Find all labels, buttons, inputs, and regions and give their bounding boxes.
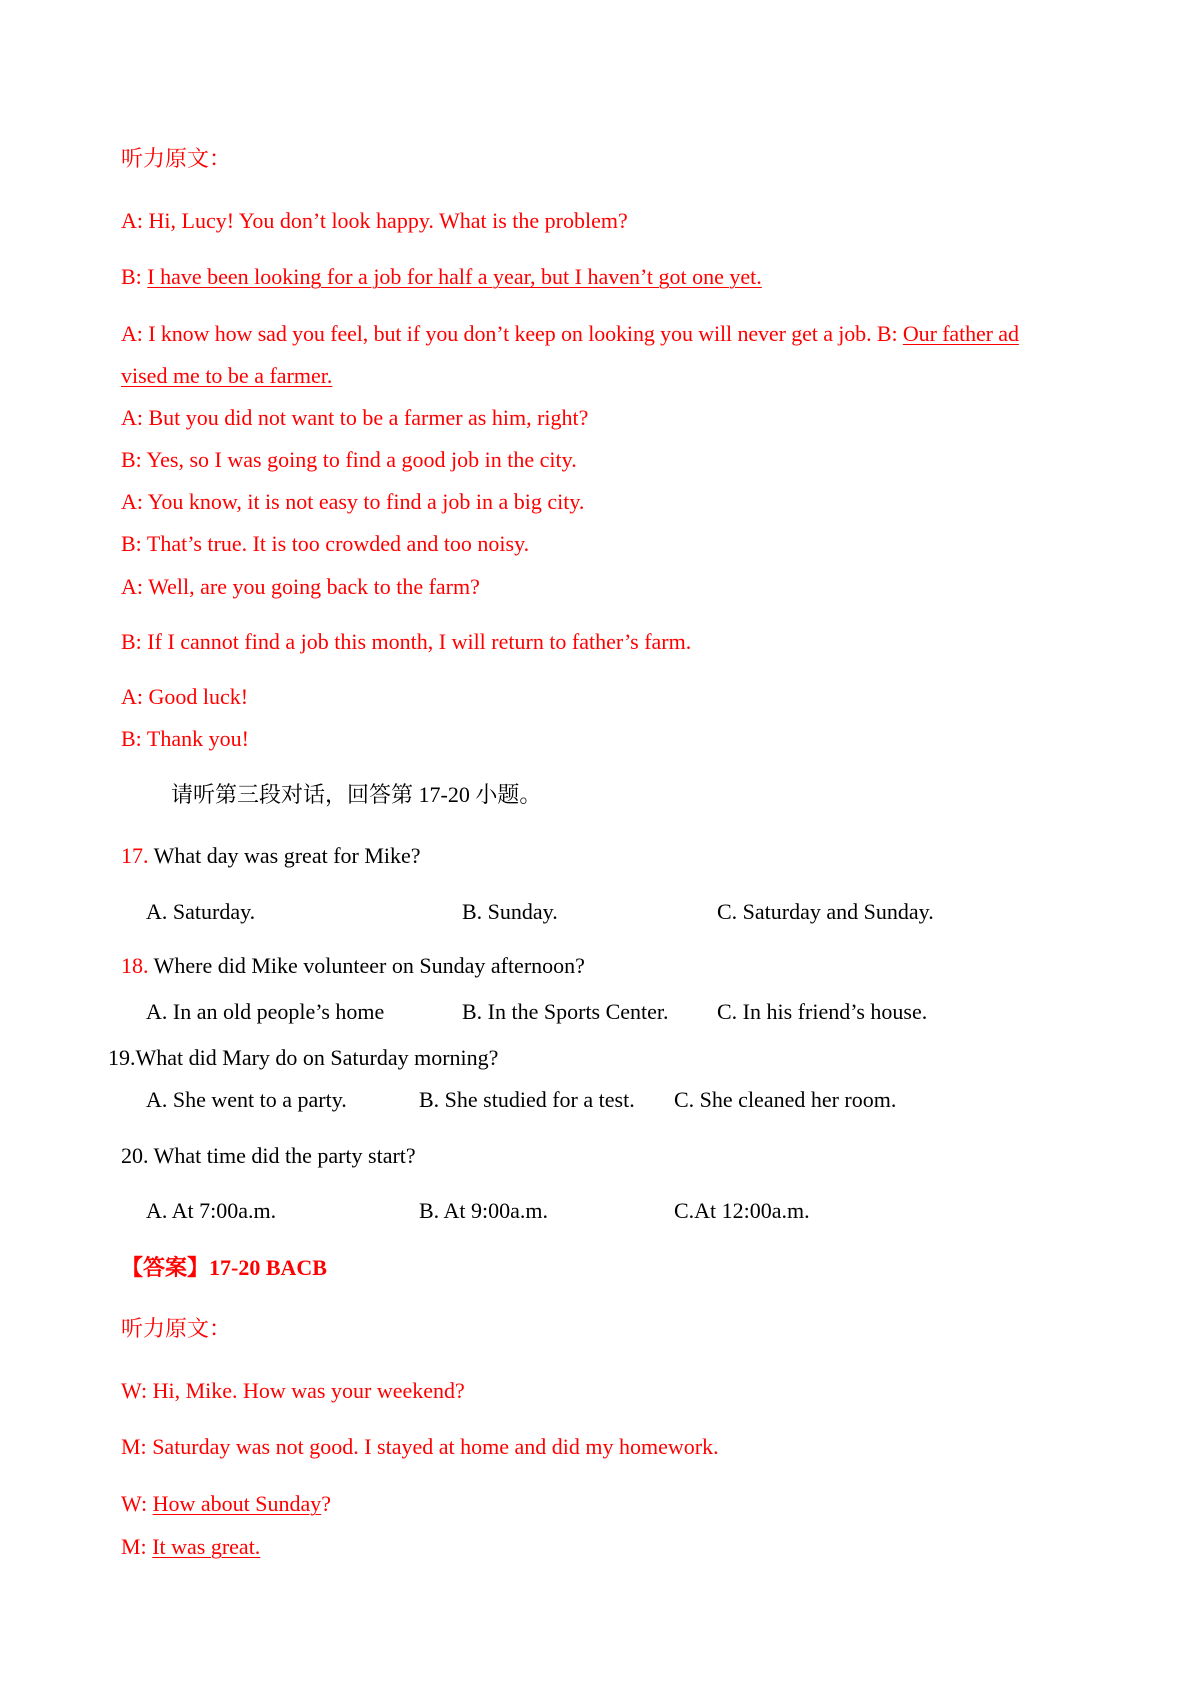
option-c: C. In his friend’s house. <box>717 999 928 1024</box>
question-text: What did Mary do on Saturday morning? <box>135 1045 499 1070</box>
dialogue-text: I know how sad you feel, but if you don’t keep on looking you will never get a job. B: <box>148 321 903 346</box>
dialogue-line <box>121 445 577 475</box>
speaker-label: M: <box>121 1534 153 1559</box>
transcript-heading: 听力原文： <box>121 146 232 171</box>
speaker-label: B: <box>121 726 147 751</box>
question-number: 20. <box>121 1143 149 1168</box>
question-text: What time did the party start? <box>148 1143 416 1168</box>
speaker-label: A: <box>121 684 149 709</box>
dialogue-line <box>121 724 249 754</box>
speaker-label: A: <box>121 208 149 233</box>
dialogue-text: Well, are you going back to the farm? <box>148 574 480 599</box>
option-a: A. Saturday. <box>146 899 256 924</box>
dialogue-text: Thank you! <box>146 726 249 751</box>
question-18 <box>121 951 585 981</box>
dialogue-line <box>121 529 529 559</box>
option-b: B. She studied for a test. <box>419 1087 635 1112</box>
answer-text: 17-20 BACB <box>209 1255 327 1280</box>
dialogue-line <box>121 361 332 391</box>
speaker-label: B: <box>121 629 148 654</box>
dialogue-text: Good luck! <box>148 684 249 709</box>
question-text: What day was great for Mike? <box>148 843 421 868</box>
dialogue-text-underlined: I have been looking for a job for half a year, but I haven’t got one yet. <box>147 264 762 289</box>
option-b: B. At 9:00a.m. <box>419 1198 548 1223</box>
dialogue-line <box>121 572 480 602</box>
dialogue-line <box>121 627 691 657</box>
question-text: Where did Mike volunteer on Sunday afternoon? <box>148 953 585 978</box>
dialogue-text: That’s true. It is too crowded and too noisy. <box>146 531 530 556</box>
speaker-label: B: <box>121 447 147 472</box>
question-19 <box>108 1043 498 1073</box>
question-number: 18. <box>121 953 149 978</box>
speaker-label: A: <box>121 405 149 430</box>
dialogue-text: But you did not want to be a farmer as him, right? <box>148 405 589 430</box>
option-b: B. In the Sports Center. <box>462 999 669 1024</box>
speaker-label: B: <box>121 264 148 289</box>
speaker-label: W: <box>121 1491 153 1516</box>
question-20 <box>121 1141 416 1171</box>
transcript-heading: 听力原文： <box>121 1316 232 1341</box>
dialogue-text: Hi, Lucy! You don’t look happy. What is the problem? <box>148 208 628 233</box>
dialogue-line <box>121 1432 719 1462</box>
dialogue-text: If I cannot find a job this month, I will return to father’s farm. <box>147 629 692 654</box>
dialogue-text: Hi, Mike. How was your weekend? <box>152 1378 465 1403</box>
dialogue-line <box>121 319 1019 349</box>
option-a: A. In an old people’s home <box>146 999 385 1024</box>
answer-label: 【答案】 <box>121 1255 210 1280</box>
speaker-label: W: <box>121 1378 153 1403</box>
dialogue-text-underlined: How about Sunday <box>152 1491 322 1516</box>
answer-key <box>121 1253 327 1283</box>
option-b: B. Sunday. <box>462 899 558 924</box>
question-number: 19. <box>108 1045 136 1070</box>
dialogue-line <box>121 487 584 517</box>
option-c: C. She cleaned her room. <box>674 1087 897 1112</box>
dialogue-text-underlined: It was great. <box>152 1534 261 1559</box>
dialogue-line <box>121 403 588 433</box>
option-c: C. Saturday and Sunday. <box>717 899 934 924</box>
dialogue-text: Saturday was not good. I stayed at home and did my homework. <box>152 1434 719 1459</box>
question-number: 17. <box>121 843 149 868</box>
dialogue-line <box>121 1376 465 1406</box>
speaker-label: A: <box>121 321 149 346</box>
question-17 <box>121 841 421 871</box>
speaker-label: A: <box>121 489 148 514</box>
dialogue-line <box>121 206 628 236</box>
option-a: A. She went to a party. <box>146 1087 347 1112</box>
dialogue-text: You know, it is not easy to find a job in a big city. <box>147 489 585 514</box>
option-c: C.At 12:00a.m. <box>674 1198 810 1223</box>
dialogue-line <box>121 1489 331 1519</box>
speaker-label: M: <box>121 1434 153 1459</box>
dialogue-text: Yes, so I was going to find a good job in the city. <box>146 447 577 472</box>
dialogue-text-underlined: vised me to be a farmer. <box>121 363 333 388</box>
speaker-label: A: <box>121 574 149 599</box>
dialogue-line <box>121 1532 260 1562</box>
option-a: A. At 7:00a.m. <box>146 1198 277 1223</box>
speaker-label: B: <box>121 531 147 556</box>
dialogue-text-underlined: Our father ad <box>902 321 1019 346</box>
listening-instruction: 请听第三段对话，回答第 17-20 小题。 <box>171 782 542 807</box>
dialogue-line <box>121 262 762 292</box>
dialogue-text: ? <box>321 1491 331 1516</box>
dialogue-line <box>121 682 248 712</box>
